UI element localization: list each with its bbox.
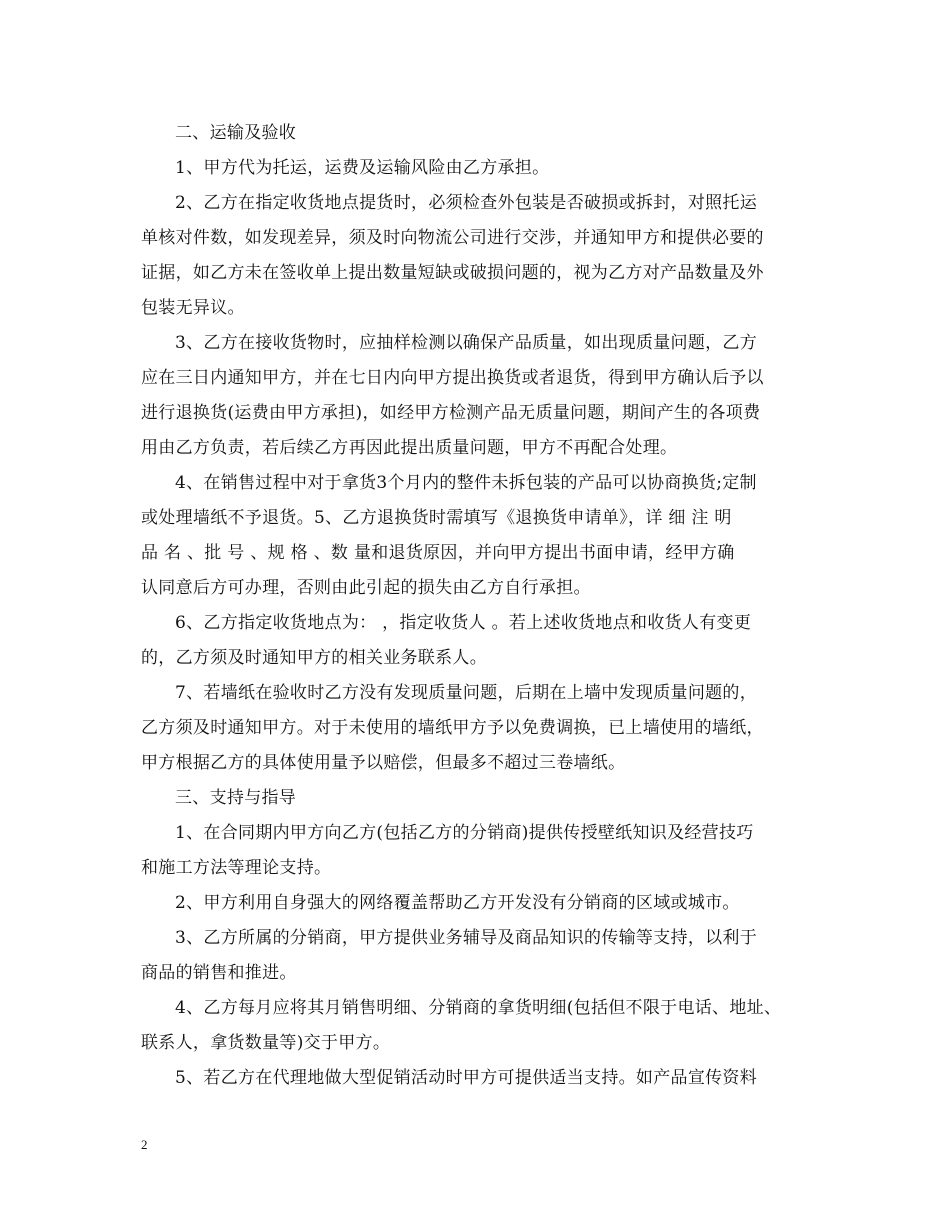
text-line: 5、若乙方在代理地做大型促销活动时甲方可提供适当支持。如产品宣传资料	[175, 1068, 758, 1088]
text-line: 单核对件数，如发现差异，须及时向物流公司进行交涉，并通知甲方和提供必要的	[141, 228, 764, 248]
text-line: 进行退换货(运费由甲方承担)，如经甲方检测产品无质量问题，期间产生的各项费	[141, 403, 761, 423]
text-line: 商品的销售和推进。	[141, 963, 297, 983]
text-line: 2、乙方在指定收货地点提货时，必须检查外包装是否破损或拆封，对照托运	[175, 193, 758, 213]
text-line: 包装无异议。	[141, 298, 245, 318]
text-line: 2、甲方利用自身强大的网络覆盖帮助乙方开发没有分销商的区域或城市。	[175, 893, 740, 913]
text-line: 和施工方法等理论支持。	[141, 858, 332, 878]
page-number: 2	[141, 1137, 148, 1152]
text-line: 1、在合同期内甲方向乙方(包括乙方的分销商)提供传授壁纸知识及经营技巧	[175, 823, 754, 843]
text-line: 3、乙方在接收货物时，应抽样检测以确保产品质量，如出现质量问题，乙方	[175, 333, 758, 353]
text-line: 乙方须及时通知甲方。对于未使用的墙纸甲方予以免费调换，已上墙使用的墙纸，	[141, 718, 764, 738]
text-line: 6、乙方指定收货地点为： ，指定收货人 。若上述收货地点和收货人有变更	[175, 613, 752, 633]
text-line: 3、乙方所属的分销商，甲方提供业务辅导及商品知识的传输等支持，以利于	[175, 928, 758, 948]
text-line: 品 名 、批 号 、规 格 、数 量和退货原因，并向甲方提出书面申请，经甲方确	[141, 543, 735, 563]
text-line: 4、在销售过程中对于拿货3个月内的整件未拆包装的产品可以协商换货;定制	[175, 473, 757, 493]
text-line: 证据，如乙方未在签收单上提出数量短缺或破损问题的，视为乙方对产品数量及外	[141, 263, 764, 283]
text-line: 联系人，拿货数量等)交于甲方。	[141, 1033, 391, 1053]
text-line: 应在三日内通知甲方，并在七日内向甲方提出换货或者退货，得到甲方确认后予以	[141, 368, 764, 388]
text-line: 三、支持与指导	[175, 788, 297, 808]
text-line: 的，乙方须及时通知甲方的相关业务联系人。	[141, 648, 487, 668]
text-line: 7、若墙纸在验收时乙方没有发现质量问题，后期在上墙中发现质量问题的，	[175, 683, 758, 703]
text-line: 认同意后方可办理，否则由此引起的损失由乙方自行承担。	[141, 578, 591, 598]
text-line: 4、乙方每月应将其月销售明细、分销商的拿货明细(包括但不限于电话、地址、	[175, 998, 782, 1018]
text-line: 1、甲方代为托运，运费及运输风险由乙方承担。	[175, 158, 550, 178]
text-line: 用由乙方负责，若后续乙方再因此提出质量问题，甲方不再配合处理。	[141, 438, 678, 458]
text-line: 或处理墙纸不予退货。5、乙方退换货时需填写《退换货申请单》，详 细 注 明	[141, 508, 732, 528]
text-line: 甲方根据乙方的具体使用量予以赔偿，但最多不超过三卷墙纸。	[141, 753, 626, 773]
text-line: 二、运输及验收	[175, 123, 297, 143]
document-body	[141, 116, 813, 1096]
